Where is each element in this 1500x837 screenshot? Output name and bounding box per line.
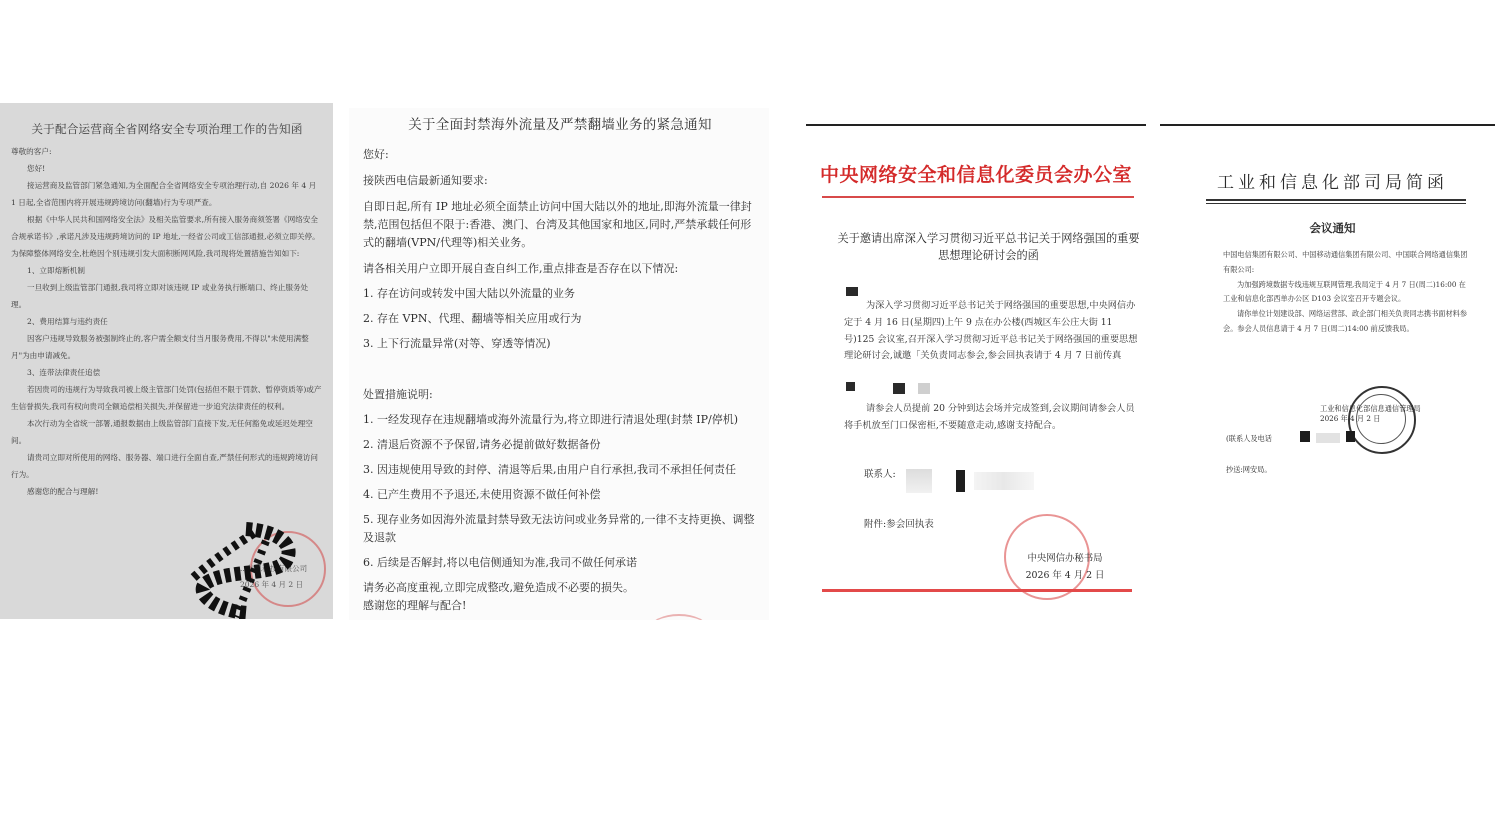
redaction-scribble-icon — [186, 521, 304, 619]
doc4-cc: 抄送:网安局。 — [1226, 465, 1272, 474]
doc4-sender: 工业和信息化部信息通信管理局 — [1320, 404, 1421, 413]
doc3-attachment: 附件:参会回执表 — [864, 519, 934, 530]
doc2-check-item: 3. 上下行流量异常(对等、穿透等情况) — [363, 337, 551, 350]
doc3-body-2 — [844, 401, 1140, 435]
doc1-greeting: 尊敬的客户: — [11, 147, 52, 156]
red-divider — [822, 196, 1134, 198]
blurred-redaction — [974, 472, 1034, 490]
doc2-hello: 您好: — [363, 148, 389, 161]
divider — [1160, 124, 1495, 126]
doc3-org-header: 中央网络安全和信息化委员会办公室 — [819, 164, 1132, 186]
doc1-para2: 根据《中华人民共和国网络安全法》及相关监管要求,所有接入服务商须签署《网络安全合规承诺书》,承诺凡涉及违规跨境访问的 IP 地址,一经省公司或工信部通报,必须立即关停。为保障整体网络安全,杜绝因个别违规引发大面积断网风险,我司现将处置措施告知如下: — [11, 215, 320, 258]
redaction-block — [846, 382, 855, 391]
doc2-closing: 请务必高度重视,立即完成整改,避免造成不必要的损失。 — [363, 581, 634, 594]
doc1-title: 关于配合运营商全省网络安全专项治理工作的告知函 — [31, 122, 303, 136]
redaction-block — [956, 470, 965, 492]
doc2-thanks: 感谢您的理解与配合! — [363, 599, 467, 612]
doc1-thanks: 感谢您的配合与理解! — [27, 487, 99, 496]
doc4-body-para2: 请你单位计划建设部、网络运营部、政企部门相关负责同志携书面材料参会。参会人员信息请于 4 月 7 日(周二)14:00 前反馈我局。 — [1223, 309, 1468, 333]
doc3-title: 关于邀请出席深入学习贯彻习近平总书记关于网络强国的重要思想理论研讨会的函 — [837, 232, 1140, 262]
doc1-hello: 您好! — [27, 164, 46, 173]
doc2-check-item: 1. 存在访问或转发中国大陆以外流量的业务 — [363, 287, 575, 300]
doc2-measure-item: 3. 因违规使用导致的封停、清退等后果,由用户自行承担,我司不承担任何责任 — [363, 463, 736, 476]
doc2-intro: 接陕西电信最新通知要求: — [363, 174, 488, 187]
doc1-heading-3: 3、连带法律责任追偿 — [27, 368, 101, 377]
doc1-para5: 请贵司立即对所使用的网络、服务器、端口进行全面自查,严禁任何形式的违规跨境访问行为。 — [11, 453, 318, 479]
notice-letter-2 — [349, 108, 769, 620]
doc1-point-3: 若因贵司的违规行为导致我司被上级主管部门处罚(包括但不限于罚款、暂停资质等)或产生信誉损失,我司有权向贵司全额追偿相关损失,并保留进一步追究法律责任的权利。 — [11, 385, 322, 411]
doc1-stamp-name: ...信息科技有限公司 — [240, 564, 308, 573]
doc2-measure-item: 2. 清退后资源不予保留,请务必提前做好数据备份 — [363, 438, 601, 451]
doc2-measure-item: 6. 后续是否解封,将以电信侧通知为准,我司不做任何承诺 — [363, 556, 637, 569]
doc2-measure-item: 5. 现存业务如因海外流量封禁导致无法访问或业务异常的,一律不支持更换、调整及退款 — [363, 513, 755, 544]
doc2-measure-item: 1. 一经发现存在违规翻墙或海外流量行为,将立即进行清退处理(封禁 IP/停机) — [363, 413, 739, 426]
divider — [806, 124, 1146, 126]
doc1-heading-1: 1、立即熔断机制 — [27, 266, 85, 275]
doc3-contact: 联系人: — [864, 469, 896, 480]
redaction-block — [1346, 431, 1355, 442]
meeting-notice-letter — [1160, 124, 1495, 484]
doc4-sender-date: 2026 年 4 月 2 日 — [1320, 414, 1381, 423]
doc4-contact: (联系人及电话 — [1226, 434, 1272, 443]
doc2-measures-title: 处置措施说明: — [363, 388, 433, 401]
doc2-measure-item: 4. 已产生费用不予退还,未使用资源不做任何补偿 — [363, 488, 601, 501]
doc4-subtitle: 会议通知 — [1309, 221, 1356, 235]
divider — [1206, 203, 1466, 204]
doc2-para2: 请各相关用户立即开展自查自纠工作,重点排查是否存在以下情况: — [363, 262, 679, 275]
doc1-heading-2: 2、费用结算与违约责任 — [27, 317, 108, 326]
doc3-body — [844, 298, 1140, 365]
doc3-signature — [1010, 550, 1120, 584]
doc4-signature — [1320, 404, 1421, 424]
doc4-org-header: 工业和信息化部司局简函 — [1217, 173, 1448, 193]
doc2-check-item: 2. 存在 VPN、代理、翻墙等相关应用或行为 — [363, 312, 582, 325]
doc1-para1: 接运营商及监管部门紧急通知,为全面配合全省网络安全专项治理行动,自 2026 年 4 月 1 日起,全省范围内将开展违规跨境访问(翻墙)行为专项严查。 — [11, 181, 317, 207]
redaction-block — [846, 287, 858, 296]
doc3-body-para2: 请参会人员提前 20 分钟到达会场并完成签到,会议期间请参会人员将手机放至门口保密柜,不要随意走动,感谢支持配合。 — [844, 403, 1135, 431]
doc2-para1: 自即日起,所有 IP 地址必须全面禁止访问中国大陆以外的地址,即海外流量一律封禁,范围包括但不限于:香港、澳门、台湾及其他国家和地区,同时,严禁承载任何形式的翻墙(VPN/代理等)相关业务。 — [363, 200, 752, 249]
redaction-block — [1300, 431, 1310, 442]
doc3-sign-org: 中央网信办秘书局 — [1027, 553, 1103, 564]
doc4-recipients: 中国电信集团有限公司、中国移动通信集团有限公司、中国联合网络通信集团有限公司: — [1223, 250, 1468, 274]
invitation-letter — [806, 124, 1146, 602]
divider — [1206, 199, 1466, 201]
doc4-body-para1: 为加强跨境数据专线违规互联网管理,我局定于 4 月 7 日(周二)16:00 在工业和信息化部西单办公区 D103 会议室召开专题会议。 — [1223, 279, 1466, 304]
doc1-point-2: 因客户违规导致服务被强制终止的,客户需全额支付当月服务费用,不得以"未使用满整月"为由申请减免。 — [11, 334, 309, 360]
doc1-stamp-date: 2026 年 4 月 2 日 — [240, 580, 304, 589]
doc1-para4: 本次行动为全省统一部署,通报数据由上级监管部门直接下发,无任何豁免或延迟处理空间。 — [11, 419, 313, 445]
doc3-sign-date: 2026 年 4 月 2 日 — [1025, 570, 1105, 581]
notice-letter-1 — [0, 103, 333, 619]
blurred-redaction — [918, 383, 930, 394]
blurred-redaction — [906, 469, 932, 493]
doc2-title: 关于全面封禁海外流量及严禁翻墙业务的紧急通知 — [408, 117, 712, 133]
doc4-body — [1223, 248, 1468, 337]
redaction-block — [893, 383, 905, 394]
blurred-redaction — [1316, 433, 1340, 443]
red-divider — [822, 589, 1132, 592]
doc1-point-1: 一旦收到上级监管部门通报,我司将立即对该违规 IP 或业务执行断端口、终止服务处理。 — [11, 283, 309, 309]
doc3-body-para1: 为深入学习贯彻习近平总书记关于网络强国的重要思想,中央网信办定于 4 月 16 日(星期四)上午 9 点在办公楼(西城区车公庄大街 11 号)125 会议室,召开深入学习贯彻习近平总书记关于网络强国的重要思想理论研讨会,诚邀「关负责同志参会,参会回执表请于 4 月 7 日前传真 — [844, 300, 1138, 362]
